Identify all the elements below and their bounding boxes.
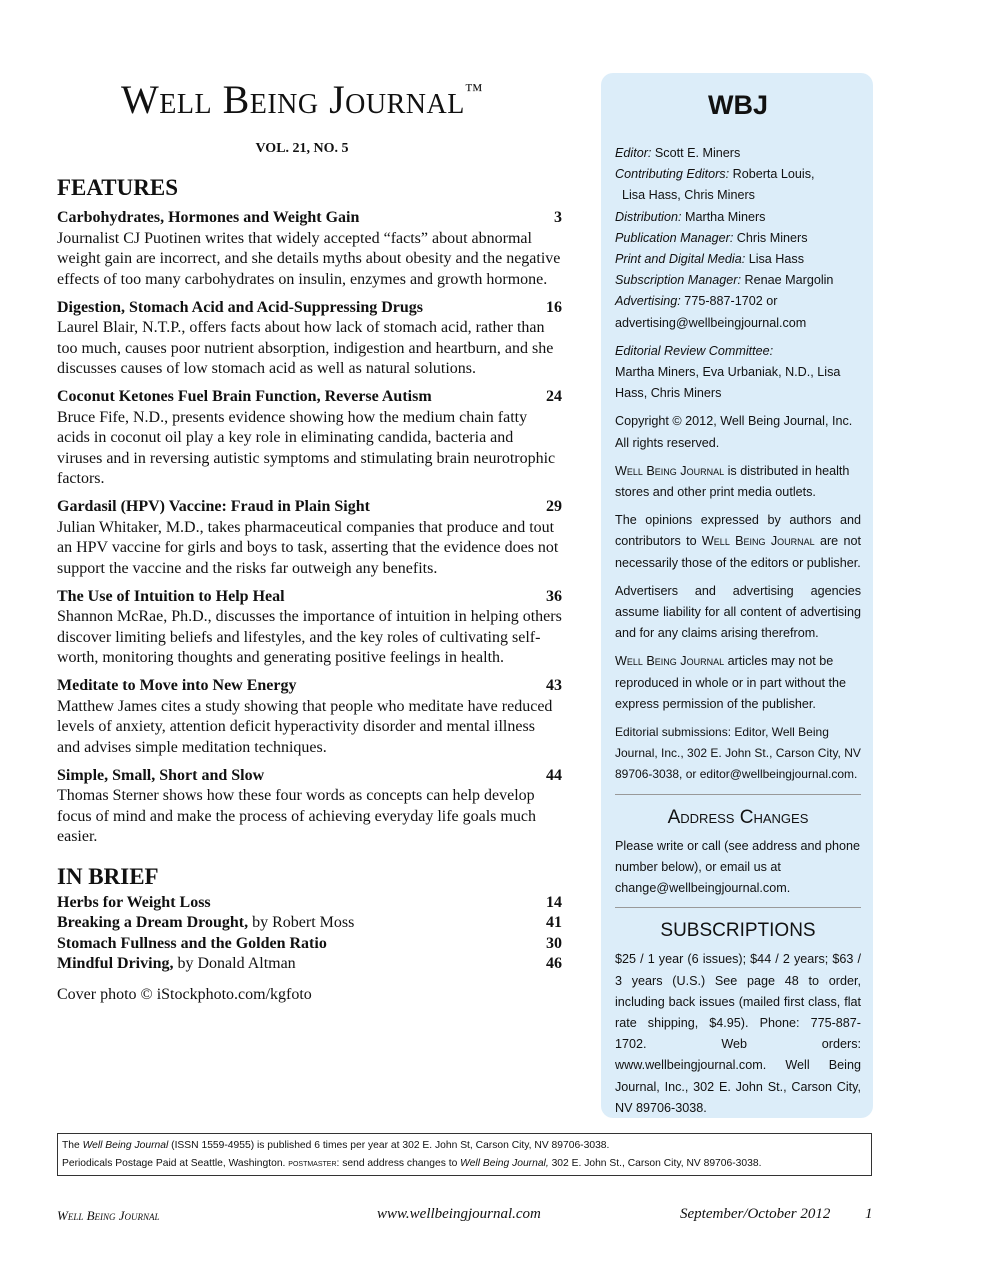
article-header (57, 766, 562, 787)
article-header (57, 587, 562, 608)
submissions-note: Editorial submissions: Editor, Well Being Journal, Inc., 302 E. John St., Carson City, NV 89706-3038, or editor@wellbeingjournal.com. (615, 725, 861, 782)
publication-notice (57, 1133, 872, 1176)
feature-article[interactable] (57, 766, 562, 848)
staff-name: Chris Miners (733, 230, 808, 245)
staff-line (615, 143, 861, 164)
article-summary: Shannon McRae, Ph.D., discusses the importance of intuition in helping others discover limiting beliefs and lifestyles, and the key roles of cultivating self-worth, monitoring thoughts and generating positive feelings in health. (57, 608, 562, 666)
sidebar-heading: WBJ (708, 90, 768, 120)
brief-label (57, 893, 211, 914)
staff-role: Editor: (615, 146, 652, 160)
journal-name: Well Being Journal (701, 534, 815, 549)
notice-text: : send address changes to (336, 1158, 461, 1169)
article-page: 3 (554, 209, 562, 226)
notice-text: 302 E. John St., Carson City, NV 89706-3038. (548, 1158, 762, 1169)
journal-title (57, 76, 547, 123)
brief-item[interactable] (57, 954, 562, 975)
staff-name: 775-887-1702 or (680, 294, 778, 309)
notice-line-1 (62, 1137, 867, 1155)
subscriptions-text: $25 / 1 year (6 issues); $44 / 2 years; $63 / 3 years (U.S.) See page 48 to order, including back issues (mailed first class, flat rate shipping, $4.95). Phone: 775-887-1702. Web orders: www.wellbeingjournal.com. Well Being Journal, Inc., 302 E. John St., Carson City, NV 89706-3038. (615, 952, 861, 1115)
copyright: Copyright © 2012, Well Being Journal, Inc. All rights reserved. (615, 414, 853, 450)
article-page: 29 (546, 498, 562, 515)
staff-line (615, 313, 861, 334)
staff-role: Contributing Editors: (615, 167, 730, 182)
article-summary: Julian Whitaker, M.D., takes pharmaceutical companies that produce and tout an HPV vaccine for girls and boys to task, asserting that the evidence does not support the vaccine and the risks far outweigh any benefits. (57, 518, 559, 577)
brief-byline: by Robert Moss (248, 914, 355, 931)
article-summary: Laurel Blair, N.T.P., offers facts about how lack of stomach acid, rather than too much, causes poor nutrient absorption, indigestion and heartburn, and she discusses causes of low stomach acid as well as natural solutions. (57, 319, 554, 377)
notice-journal: Well Being Journal, (460, 1158, 549, 1169)
staff-name: advertising@wellbeingjournal.com (615, 315, 807, 330)
footer-journal: Well Being Journal (57, 1208, 160, 1223)
staff-name: Roberta Louis, (729, 167, 815, 182)
opinions-text: are not necessarily those of the editors or publisher. (615, 534, 861, 570)
brief-label (57, 913, 354, 934)
feature-article[interactable] (57, 587, 562, 669)
notice-text: Periodicals Postage Paid at Seattle, Washington. (62, 1158, 289, 1169)
article-page: 43 (546, 677, 562, 694)
cover-credit: Cover photo © iStockphoto.com/kgfoto (57, 985, 312, 1003)
brief-item[interactable] (57, 893, 562, 914)
brief-page: 14 (546, 893, 562, 911)
article-page: 16 (546, 298, 562, 316)
advertisers-note: Advertisers and advertising agencies assume liability for all content of advertising and for any claims arising therefrom. (615, 583, 861, 641)
journal-name: Well Being Journal (615, 654, 725, 669)
notice-text: (ISSN 1559-4955) is published 6 times per year at 302 E. John St, Carson City, NV 89706-3038. (168, 1140, 610, 1151)
feature-article[interactable] (57, 387, 562, 490)
brief-page: 30 (546, 934, 562, 952)
trademark: ™ (464, 80, 483, 100)
staff-name: Scott E. Miners (651, 146, 741, 160)
footer-issue: September/October 2012 (680, 1206, 831, 1222)
footer-url[interactable]: www.wellbeingjournal.com (377, 1206, 541, 1222)
staff-name: Lisa Hass, Chris Miners (615, 188, 755, 203)
distribution-note (615, 461, 861, 503)
opinions-note (615, 510, 861, 574)
staff-name: Renae Margolin (741, 273, 834, 288)
feature-article[interactable] (57, 676, 562, 758)
staff-line (615, 228, 861, 249)
staff-name: Martha Miners (681, 209, 766, 224)
article-header (57, 676, 562, 697)
article-header (57, 298, 562, 319)
distribution-text: is distributed in health stores and other print media outlets. (615, 463, 850, 500)
article-page: 24 (546, 388, 562, 405)
volume-number: VOL. 21, NO. 5 (255, 141, 349, 156)
article-title[interactable]: Digestion, Stomach Acid and Acid-Suppressing Drugs (57, 298, 423, 316)
brief-title: Herbs for Weight Loss (57, 893, 211, 911)
article-header (57, 208, 562, 229)
address-changes-text: Please write or call (see address and phone number below), or email us at change@wellbeingjournal.com. (615, 838, 861, 896)
staff-role: Advertising: (615, 294, 681, 309)
title-text: Well Being Journal (121, 77, 465, 122)
feature-article[interactable] (57, 497, 562, 579)
feature-article[interactable] (57, 208, 562, 290)
notice-postmaster: postmaster (288, 1158, 337, 1169)
article-header (57, 387, 562, 408)
article-title[interactable]: Coconut Ketones Fuel Brain Function, Reverse Autism (57, 388, 432, 405)
staff-role: Print and Digital Media: (615, 252, 746, 267)
committee-names: Martha Miners, Eva Urbaniak, N.D., Lisa Hass, Chris Miners (615, 365, 841, 401)
brief-item[interactable] (57, 913, 562, 934)
staff-role: Distribution: (615, 209, 682, 224)
masthead-sidebar (601, 73, 873, 1118)
article-title[interactable]: Gardasil (HPV) Vaccine: Fraud in Plain Sight (57, 498, 370, 515)
staff-line (615, 185, 861, 206)
brief-title: Breaking a Dream Drought, (57, 914, 249, 931)
reproduction-note (615, 651, 861, 715)
address-changes-heading: Address Changes (667, 806, 809, 828)
staff-line (615, 207, 861, 228)
committee-label: Editorial Review Committee: (615, 343, 774, 358)
page-number: 1 (865, 1206, 873, 1222)
notice-line-2 (62, 1155, 867, 1173)
brief-title: Stomach Fullness and the Golden Ratio (57, 934, 327, 952)
staff-line (615, 164, 861, 185)
subscriptions-heading: SUBSCRIPTIONS (660, 920, 816, 942)
article-title[interactable]: The Use of Intuition to Help Heal (57, 587, 285, 605)
brief-item[interactable] (57, 934, 562, 955)
staff-line (615, 270, 861, 291)
staff-role: Subscription Manager: (615, 273, 742, 288)
divider (615, 794, 861, 795)
notice-journal: Well Being Journal (82, 1140, 169, 1151)
features-heading: FEATURES (57, 175, 178, 200)
in-brief-heading: IN BRIEF (57, 863, 159, 889)
brief-byline: by Donald Altman (173, 955, 296, 972)
article-summary: Bruce Fife, N.D., presents evidence showing how the medium chain fatty acids in coconut oil play a key role in eliminating candida, bacteria and viruses and in reversing autistic symptoms and stimulating brain neurotrophic factors. (57, 408, 556, 487)
contents-column (57, 174, 562, 1005)
article-summary: Matthew James cites a study showing that people who meditate have reduced levels of anxiety, attention deficit hyperactivity disorder and mental illness and advises simple meditation techniques. (57, 697, 553, 756)
staff-name: Lisa Hass (745, 252, 804, 267)
brief-label (57, 934, 327, 955)
staff-role: Publication Manager: (615, 230, 734, 245)
opinions-text: The opinions expressed by authors and contributors to (615, 513, 861, 549)
feature-article[interactable] (57, 298, 562, 380)
journal-name: Well Being Journal (615, 463, 725, 478)
staff-line (615, 291, 861, 312)
article-header (57, 497, 562, 518)
notice-text: The (62, 1140, 83, 1151)
article-page: 44 (546, 766, 562, 784)
article-title[interactable]: Meditate to Move into New Energy (57, 677, 297, 694)
article-title[interactable]: Simple, Small, Short and Slow (57, 766, 265, 784)
reproduction-text: articles may not be reproduced in whole or in part without the express permission of the publisher. (615, 654, 847, 711)
editorial-committee (615, 341, 861, 405)
brief-page: 46 (546, 955, 562, 972)
brief-label (57, 954, 296, 975)
brief-page: 41 (546, 914, 562, 931)
article-title[interactable]: Carbohydrates, Hormones and Weight Gain (57, 209, 360, 226)
article-page: 36 (546, 587, 562, 605)
article-summary: Journalist CJ Puotinen writes that widely accepted “facts” about abnormal weight gain are incorrect, and she details myths about obesity and the negative effects of too many carbohydrates on insulin, enzymes and growth hormone. (57, 229, 561, 288)
brief-title: Mindful Driving, (57, 955, 174, 972)
staff-line (615, 249, 861, 270)
article-summary: Thomas Sterner shows how these four words as concepts can help develop focus of mind and make the process of achieving everyday life goals much easier. (57, 787, 536, 845)
divider (615, 907, 861, 908)
